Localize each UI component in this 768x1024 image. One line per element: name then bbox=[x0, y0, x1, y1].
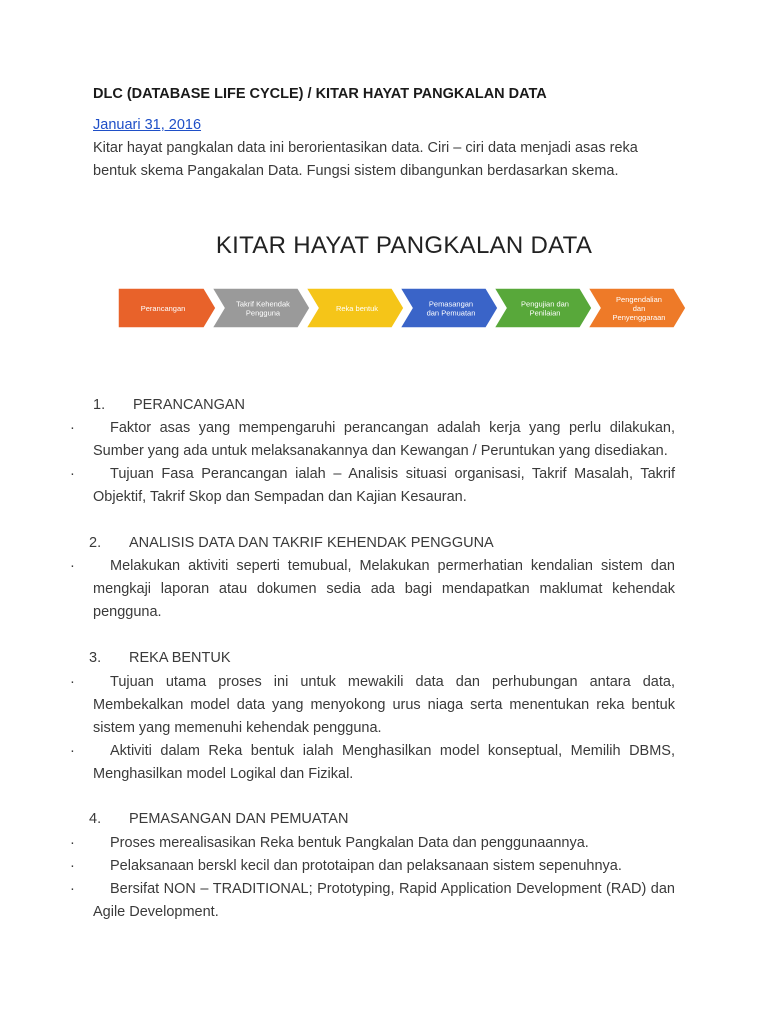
chevron-step bbox=[118, 288, 216, 328]
bullet-marker: · bbox=[70, 881, 75, 897]
list-item bbox=[93, 832, 675, 855]
bullet-marker: · bbox=[70, 835, 75, 851]
bullet-marker: · bbox=[70, 466, 75, 482]
diagram-title: KITAR HAYAT PANGKALAN DATA bbox=[215, 232, 593, 259]
bullet-marker: · bbox=[70, 858, 75, 874]
list-item-text: Bersifat NON – TRADITIONAL; Prototyping, Rapid Application Development (RAD) dan Agile Development. bbox=[93, 881, 675, 920]
section-heading-2 bbox=[89, 535, 494, 551]
section-number: 1. bbox=[93, 397, 106, 413]
chevron-step bbox=[494, 288, 592, 328]
chevron-label: Pengujian dan Penilaian bbox=[521, 299, 569, 318]
list-item bbox=[93, 740, 675, 786]
chevron-label: Pengendalian dan Penyenggaraan bbox=[612, 295, 666, 322]
chevron-label: Takrif Kehendak Pengguna bbox=[236, 299, 290, 318]
list-item bbox=[93, 463, 675, 509]
chevron-label: Pemasangan dan Pemuatan bbox=[426, 299, 476, 318]
bullet-marker: · bbox=[70, 420, 75, 436]
section-heading-1 bbox=[93, 397, 245, 413]
bullet-marker: · bbox=[70, 743, 75, 759]
section-number: 3. bbox=[89, 650, 102, 666]
chevron-flow bbox=[118, 228, 698, 338]
section-title: ANALISIS DATA DAN TAKRIF KEHENDAK PENGGUNA bbox=[129, 535, 494, 551]
list-item-text: Tujuan utama proses ini untuk mewakili data dan perhubungan antara data, Membekalkan model data yang menyokong urus niaga serta menentukan reka bentuk sistem yang memenuhi kehendak pengguna. bbox=[93, 674, 675, 736]
list-item bbox=[93, 671, 675, 740]
section-title: REKA BENTUK bbox=[129, 650, 231, 666]
chevron-label: Reka bentuk bbox=[335, 304, 379, 313]
chevron-step bbox=[212, 288, 310, 328]
bullet-marker: · bbox=[70, 674, 75, 690]
section-heading-4 bbox=[89, 811, 348, 827]
list-item-text: Melakukan aktiviti seperti temubual, Melakukan permerhatian kendalian sistem dan mengkaji laporan atau dokumen sedia ada bagi mendapatkan maklumat kehendak pengguna. bbox=[93, 558, 675, 620]
lifecycle-diagram bbox=[118, 228, 698, 338]
list-item-text: Aktiviti dalam Reka bentuk ialah Menghasilkan model konseptual, Memilih DBMS, Menghasilkan model Logikal dan Fizikal. bbox=[93, 743, 675, 782]
section-number: 2. bbox=[89, 535, 102, 551]
chevron-step bbox=[400, 288, 498, 328]
chevron-step bbox=[588, 288, 686, 328]
document-title: DLC (DATABASE LIFE CYCLE) / KITAR HAYAT PANGKALAN DATA bbox=[93, 86, 547, 102]
bullet-marker: · bbox=[70, 558, 75, 574]
section-title: PERANCANGAN bbox=[133, 397, 245, 413]
section-heading-3 bbox=[89, 650, 231, 666]
section-title: PEMASANGAN DAN PEMUATAN bbox=[129, 811, 349, 827]
list-item bbox=[93, 878, 675, 924]
chevron-label: Perancangan bbox=[140, 304, 186, 313]
list-item-text: Proses merealisasikan Reka bentuk Pangkalan Data dan penggunaannya. bbox=[110, 835, 589, 851]
intro-paragraph: Kitar hayat pangkalan data ini berorientasikan data. Ciri – ciri data menjadi asas reka bentuk skema Pangakalan Data. Fungsi sistem dibangunkan berdasarkan skema. bbox=[93, 140, 638, 179]
list-item bbox=[93, 417, 675, 463]
list-item-text: Tujuan Fasa Perancangan ialah – Analisis situasi organisasi, Takrif Masalah, Takrif Objektif, Takrif Skop dan Sempadan dan Kajian Kesauran. bbox=[93, 466, 675, 505]
list-item bbox=[93, 855, 675, 878]
list-item bbox=[93, 555, 675, 624]
chevron-step bbox=[306, 288, 404, 328]
section-number: 4. bbox=[89, 811, 102, 827]
list-item-text: Pelaksanaan berskl kecil dan prototaipan dan pelaksanaan sistem sepenuhnya. bbox=[110, 858, 622, 874]
post-date-link[interactable]: Januari 31, 2016 bbox=[93, 117, 202, 133]
list-item-text: Faktor asas yang mempengaruhi perancangan adalah kerja yang perlu dilakukan, Sumber yang ada untuk melaksanakannya dan Kewangan / Peruntukan yang disediakan. bbox=[93, 420, 675, 459]
